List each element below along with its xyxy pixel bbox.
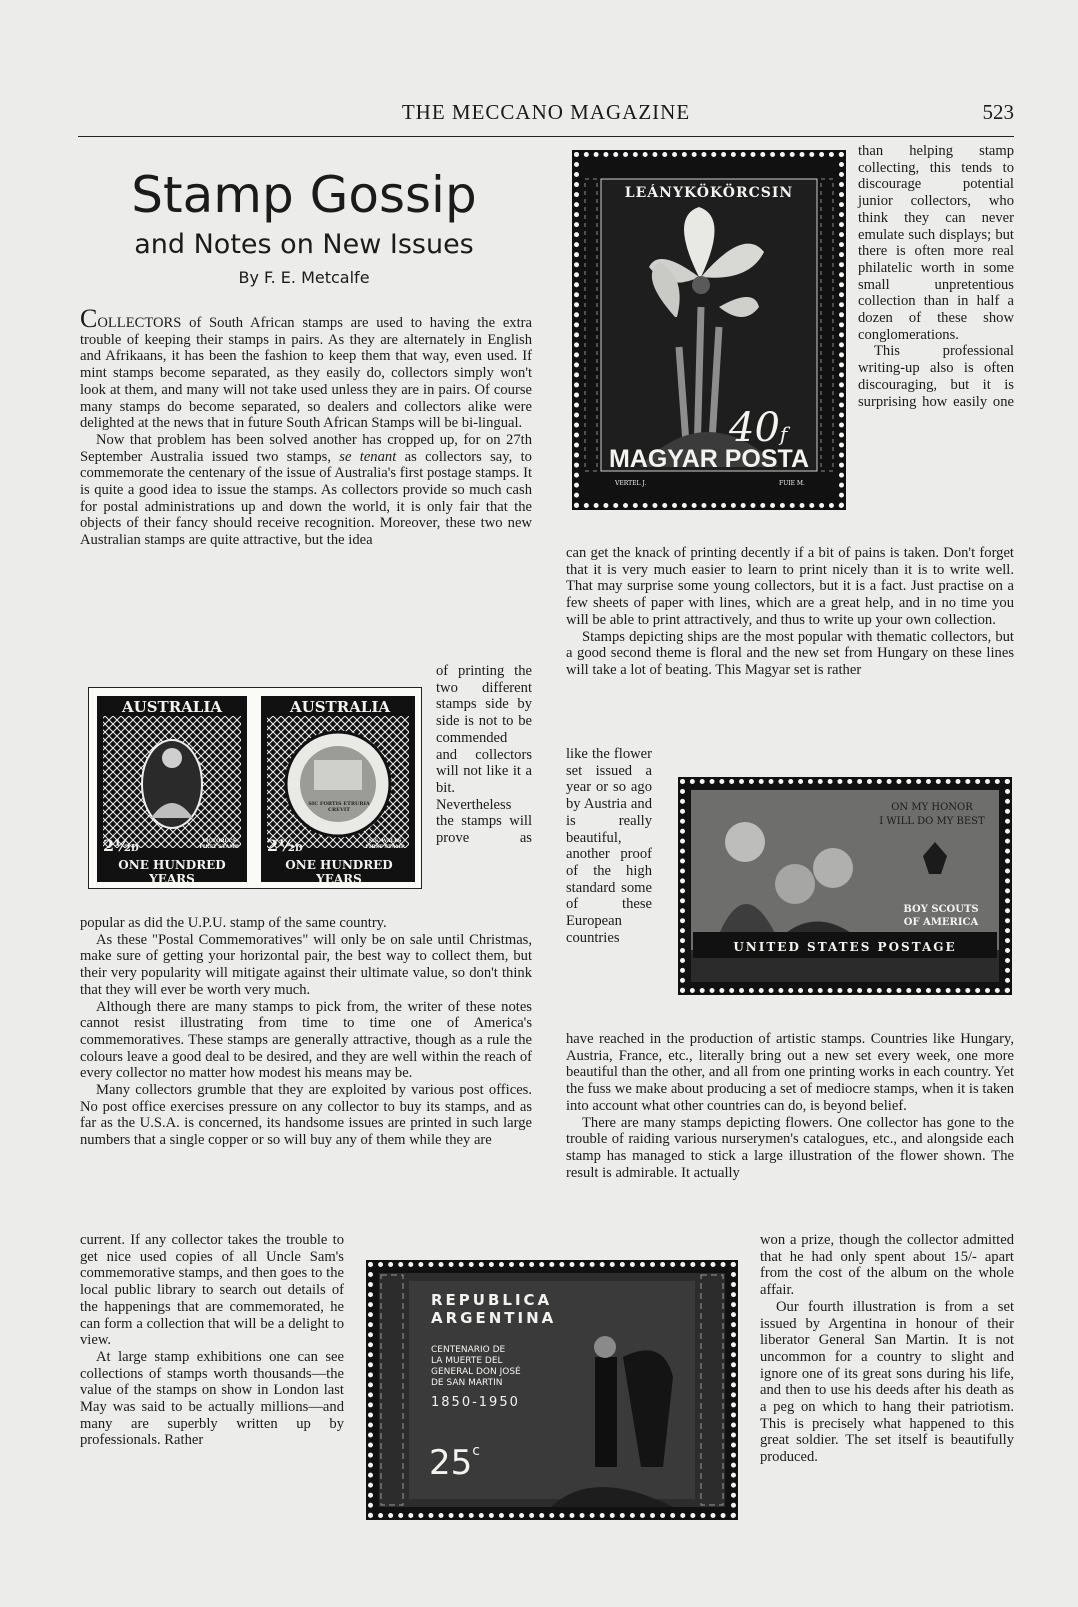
column-2-side-top: than helping stamp collecting, this tends to discourage potential junior collectors, who think they can never emulate such displays; but there is often more real philatelic worth in some small unpretentious collection than in half a dozen of these show conglomerations. This professional writing-up also is often discouraging, but it is surprising how easily one — [858, 143, 1014, 410]
australia-left-bottom-label: ONE HUNDRED YEARS — [118, 858, 226, 886]
argentina-years: 1850-1950 — [431, 1395, 520, 1410]
paragraph-ships: Stamps depicting ships are the most popular with thematic collectors, but a good second theme is floral and the new set from Hungary on these lines will take a lot of beating. This Magyar set is rather — [566, 628, 1014, 678]
australia-stamp-pair — [88, 687, 422, 889]
running-head — [78, 96, 1014, 137]
column-1-side-text: of printing the two different stamps side by side is not to be commended and collectors will not like it a bit. Nevertheless the stamps will prove as — [436, 663, 532, 847]
australia-right-unit: D — [294, 844, 303, 854]
paragraph-2-end: popular as did the U.P.U. stamp of the same country. — [80, 915, 387, 931]
column-2-lower: have reached in the production of artistic stamps. Countries like Hungary, Austria, France, etc., literally bring out a new set every week, one more beautiful than the other, and all from one printing works in each country. Yet the fuss we make about producing a set of mediocre stamps, when it is taken into account what other countries can do, is beyond belief. There are many stamps depicting flowers. One collector has gone to the trouble of raiding various nurserymen's catalogues, etc., and alongside each stamp has managed to stick a large illustration of the flower shown. The result is admirable. It actually — [566, 1031, 1014, 1181]
column-2-side-usa: like the flower set issued a year or so ago by Austria and is really beautiful, another proof of the high standard some of these European countries — [566, 746, 652, 946]
hungary-imprint-left: VERTEL J. — [615, 480, 647, 487]
column-2-middle: can get the knack of printing decently if a bit of pains is taken. Don't forget that it is very much easier to learn to print nicely than it is to write well. That may surprise some young collectors, but it is a fact. Just practise on a few sheets of paper with lines, which are a great help, and in no time you will be able to print attractively, and thus to write up your own collection. Stamps depicting ships are the most popular with thematic collectors, but a good second theme is floral and the new set from Hungary on these lines will take a lot of beating. This Magyar set is rather — [566, 545, 1014, 678]
paragraph-2: Now that problem has been solved another has cropped up, for on 27th September Australia issued two stamps, se tenant as collectors say, to commemorate the centenary of the issue of Australia's first postage stamps. It is quite a good idea to issue the stamps. As collectors provide so much cash for postal administrations up and down the world, it is only fair that the objects of their fancy should receive recognition. Moreover, these two new Australian stamps are quite attractive, but the idea — [80, 431, 532, 549]
paragraph-1: COLLECTORS of South African stamps are used to having the extra trouble of keeping their stamps in pairs. As they are alternately in English and Afrikaans, it has been the fashion to keep them that way, even used. If mint stamps become separated, as they easily do, collectors simply won't look at them, and many will not take used unless they are in pairs. Of course many stamps do become separated, so dealers and collectors alike were delighted at the news that in future South African Stamps will be bi-lingual. — [80, 304, 532, 432]
column-1-top — [80, 304, 532, 549]
paragraph-flowers: There are many stamps depicting flowers. One collector has gone to the trouble of raiding various nurserymen's catalogues, etc., and alongside each stamp has managed to stick a large illustration of the flower shown. The result is admirable. It actually — [566, 1114, 1014, 1181]
usa-postage-label: UNITED STATES POSTAGE — [733, 940, 957, 954]
australia-right-value: 2½ — [267, 836, 295, 855]
australia-left-top-label: AUSTRALIA — [121, 698, 223, 716]
drop-cap: C — [80, 304, 98, 333]
usa-motto-line1: ON MY HONOR — [891, 802, 973, 813]
argentina-line2: ARGENTINA — [431, 1309, 557, 1327]
hungary-unit: f — [779, 422, 788, 446]
magazine-title: THE MECCANO MAGAZINE — [401, 100, 691, 124]
paragraph-5-side: current. If any collector takes the trouble to get nice used copies of all Uncle Sam's commemorative stamps, and then goes to the local public library to search out details of the happenings that are commemorated, he can form a collection that will be a delight to view. — [80, 1232, 344, 1349]
paragraph-argentina: Our fourth illustration is from a set issued by Argentina in honour of their liberator General San Martin. It is not uncommon for a country to slight and ignore one of its great sons during his life, and then to use his deeds after his death as a peg on which to hang their patriotism. This is precisely what happened to this great soldier. The set itself is beautifully produced. — [760, 1298, 1014, 1466]
usa-stamp-art — [685, 784, 1005, 988]
italic-term: se tenant — [339, 448, 397, 465]
argentina-caption-3: GENERAL DON JOSÉ — [431, 1367, 521, 1377]
argentina-san-martin-stamp — [368, 1262, 736, 1518]
usa-label-boy-scouts: BOY SCOUTS — [903, 904, 979, 915]
australia-right-small-text: N.S. WALES FIRST STAMP — [365, 838, 405, 850]
argentina-line1: REPUBLICA — [431, 1291, 553, 1309]
argentina-value: 25 — [429, 1443, 473, 1483]
article-title: Stamp Gossip — [131, 166, 477, 224]
hungary-flower-stamp — [574, 152, 844, 508]
page-number: 523 — [982, 100, 1014, 124]
column-2-bottom: won a prize, though the collector admitted that he had only spent about 15/- apart from the cost of the album on the whole affair. Our fourth illustration is from a set issued by Argentina in honour of their liberator General San Martin. It is not uncommon for a country to slight and ignore one of its great sons during his life, and then to use his deeds after his death as a peg on which to hang their patriotism. This is precisely what happened to this great soldier. The set itself is beautifully produced. — [760, 1232, 1014, 1466]
column-1-bottom — [80, 1232, 344, 1449]
argentina-caption-4: DE SAN MARTIN — [431, 1378, 503, 1388]
argentina-caption-1: CENTENARIO DE — [431, 1345, 506, 1355]
australia-right-seal-text: SIC FORTIS ETRURIA CREVIT — [308, 801, 370, 813]
argentina-caption-2: LA MUERTE DEL — [431, 1356, 503, 1366]
hungary-imprint-right: FUIE M. — [779, 480, 805, 487]
hungary-flower-name: LEÁNYKÖKÖRCSIN — [624, 185, 794, 201]
paragraph-6: At large stamp exhibitions one can see collections of stamps worth thousands—the value of the stamps on show in London last May was said to be actually millions—and many are superbly written up by professionals. Rather — [80, 1348, 344, 1449]
headline-block — [80, 166, 528, 287]
australia-right-bottom-label: ONE HUNDRED YEARS — [285, 858, 393, 886]
usa-motto-line2: I WILL DO MY BEST — [879, 816, 985, 827]
hungary-country-label: MAGYAR POSTA — [608, 445, 810, 473]
australia-left-small-text: VICTORIA'S FIRST STAMP — [199, 838, 239, 850]
usa-boy-scouts-stamp — [680, 779, 1010, 993]
usa-label-of-america: OF AMERICA — [903, 917, 979, 928]
australia-right-top-label: AUSTRALIA — [289, 698, 391, 716]
paragraph-4: Although there are many stamps to pick from, the writer of these notes cannot resist illustrating from time to time one of America's commemoratives. These stamps are generally attractive, though as a rule the colours leave a good deal to be desired, and they are well within the reach of every collector no matter how modest his means may be. — [80, 998, 532, 1082]
australia-left-unit: D — [130, 844, 139, 854]
australia-left-value: 2½ — [103, 836, 131, 855]
argentina-unit: c — [472, 1443, 480, 1459]
paragraph-3: As these "Postal Commemoratives" will only be on sale until Christmas, make sure of getting your horizontal pair, the best way to collect them, but their very popularity will mitigate against their ultimate value, so don't think that they will ever be worth very much. — [80, 931, 532, 998]
column-1-middle — [80, 915, 532, 1149]
article-subtitle: and Notes on New Issues — [134, 229, 474, 260]
hungary-value: 40 — [729, 405, 780, 451]
paragraph-5: Many collectors grumble that they are exploited by various post offices. No post office exercises pressure on any collector to buy its stamps, and as far as the U.S.A. is concerned, its handsome issues are printed in such large numbers that a single copper or so will buy any of them while they are — [80, 1082, 532, 1149]
byline: By F. E. Metcalfe — [238, 268, 370, 287]
